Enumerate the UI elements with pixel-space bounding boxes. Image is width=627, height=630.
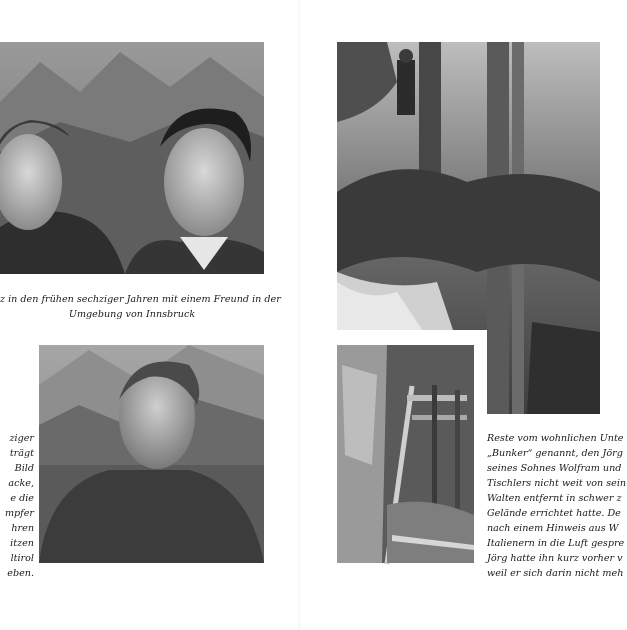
photo-man-jacket-image	[39, 345, 264, 563]
caption-hut-ruins-line: Tischlers nicht weit von sein	[487, 478, 627, 489]
caption-hut-ruins-line: Reste vom wohnlichen Unte	[487, 433, 624, 444]
caption-man-jacket-line: ziger	[9, 433, 34, 444]
caption-hut-ruins-line: weil er sich darin nicht meh	[487, 568, 624, 579]
caption-hut-ruins	[487, 431, 627, 581]
caption-man-jacket-line: e die	[10, 493, 34, 504]
page-gutter	[298, 0, 302, 630]
caption-hut-ruins-line: Walten entfernt in schwer z	[487, 493, 622, 504]
photo-hut-ruins-image	[337, 345, 474, 563]
caption-hut-ruins-line: Gelände errichtet hatte. De	[487, 508, 621, 519]
caption-man-jacket-line: Bild	[14, 463, 34, 474]
photo-man-jacket	[39, 345, 264, 563]
caption-man-jacket-line: mpfer	[4, 508, 34, 519]
caption-hut-ruins-line: Jörg hatte ihn kurz vorher v	[487, 553, 623, 564]
photo-two-men-image	[0, 42, 264, 274]
photo-hut-ruins	[337, 345, 474, 563]
caption-man-jacket-line: hren	[11, 523, 34, 534]
caption-two-men-line-2: Umgebung von Innsbruck	[68, 309, 196, 320]
caption-man-jacket-line: trägt	[9, 448, 34, 459]
caption-hut-ruins-line: nach einem Hinweis aus W	[487, 523, 619, 534]
caption-man-jacket	[0, 431, 34, 581]
caption-man-jacket-line: itzen	[10, 538, 34, 549]
caption-man-jacket-line: acke,	[8, 478, 34, 489]
caption-man-jacket-line: eben.	[7, 568, 34, 579]
caption-two-men	[0, 292, 281, 322]
caption-man-jacket-line: ltirol	[10, 553, 34, 564]
caption-hut-ruins-line: Italienern in die Luft gespre	[487, 538, 625, 549]
caption-hut-ruins-line: „Bunker“ genannt, den Jörg	[487, 448, 623, 459]
photo-two-men	[0, 42, 264, 274]
caption-hut-ruins-line: seines Sohnes Wolfram und	[487, 463, 622, 474]
caption-two-men-line-1: z in den frühen sechziger Jahren mit einem Freund in der	[0, 294, 281, 305]
